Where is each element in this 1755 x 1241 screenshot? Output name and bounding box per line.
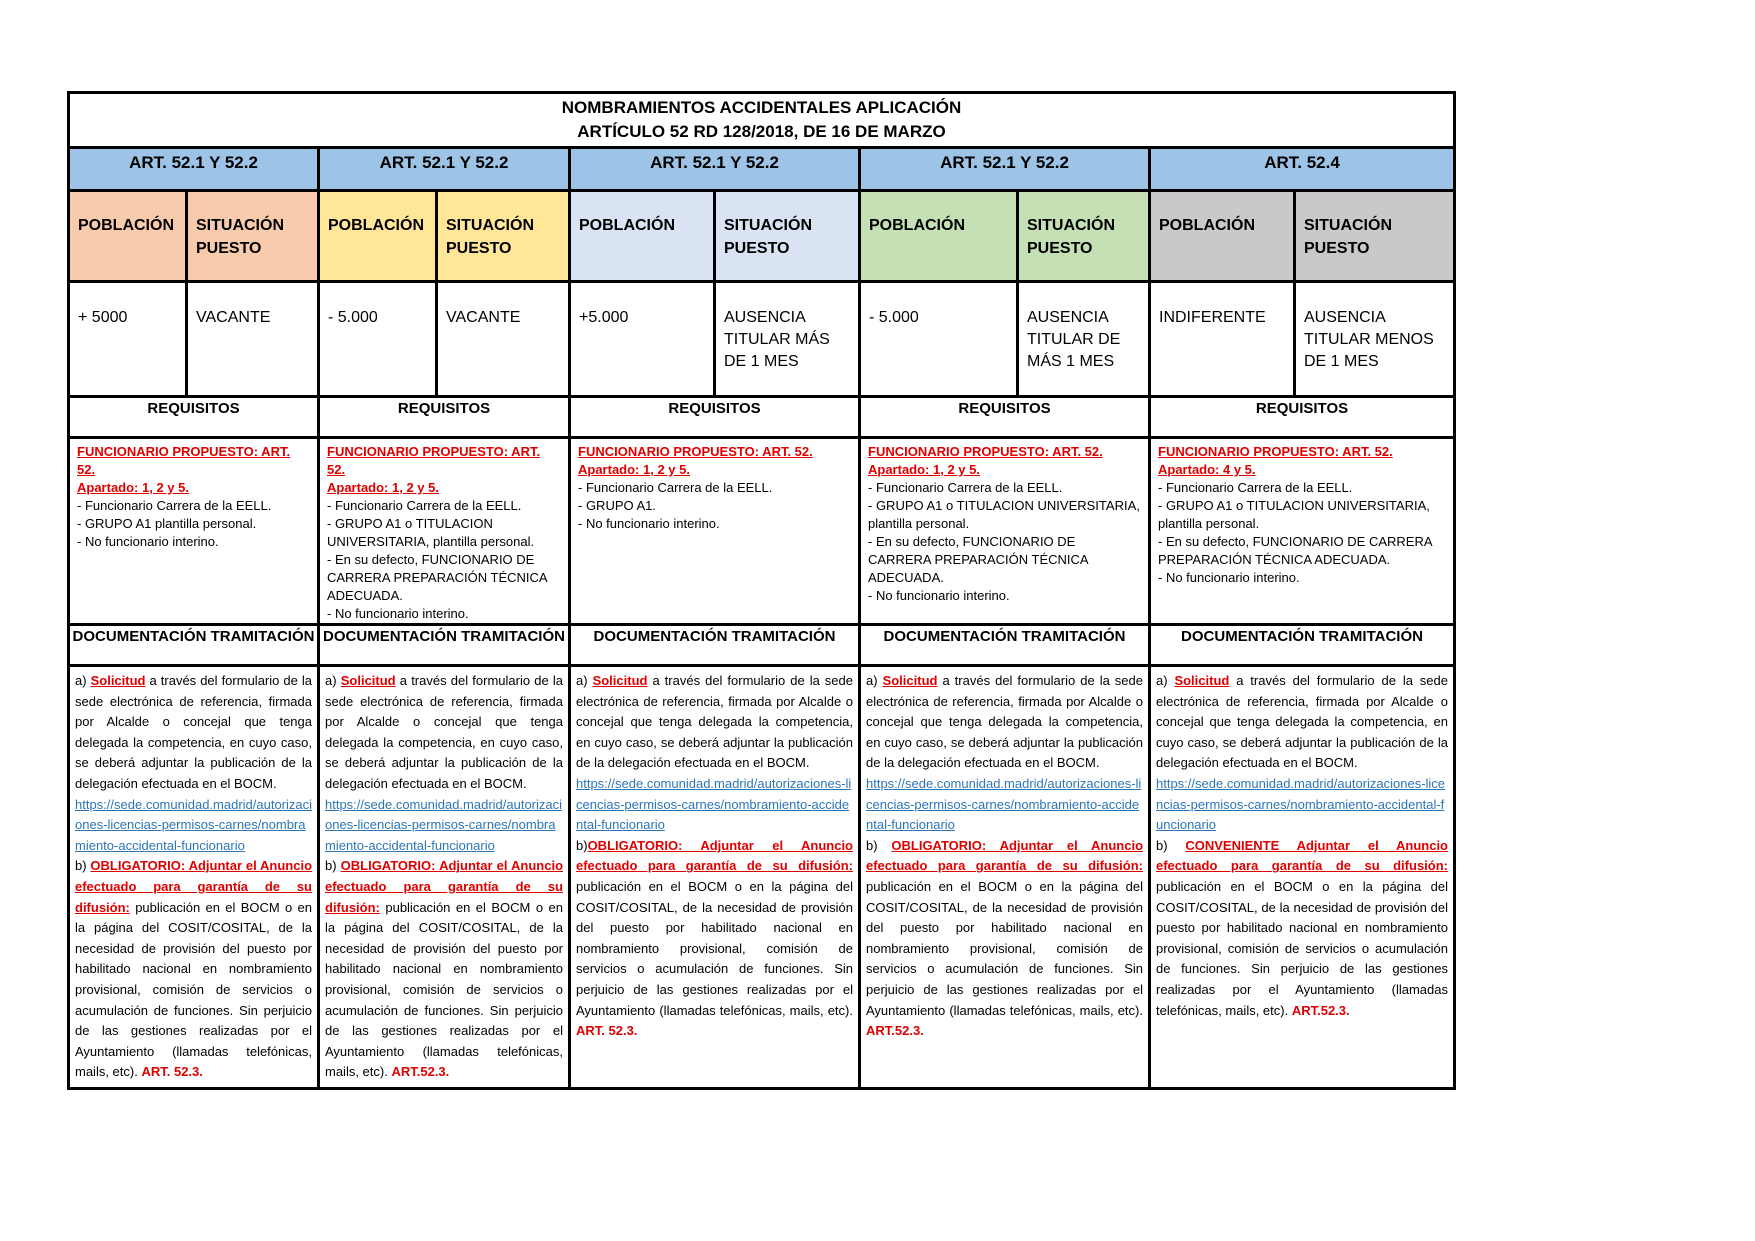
doc-item-a: [75, 671, 312, 795]
doc-b-prefix: b): [1156, 837, 1186, 853]
doc-item-a: [866, 671, 1143, 774]
column-header-row: [69, 191, 1455, 282]
doc-item-a: [576, 671, 853, 774]
req-apartado: Apartado: 1, 2 y 5.: [578, 462, 690, 477]
doc-a-text: a través del formulario de la sede electrónica de referencia, firmada por Alcalde o concejal que tenga delegada la competencia, en cuyo caso, se deberá adjuntar la publicación de la delegación efectuada en el BOCM.: [576, 673, 853, 771]
article-header: ART. 52.1 Y 52.2: [69, 148, 319, 191]
req-item: - Funcionario Carrera de la EELL.: [77, 498, 272, 513]
poblacion-value: - 5.000: [860, 282, 1018, 397]
solicitud-label: Solicitud: [882, 673, 938, 688]
article-reference: ART.52.3.: [866, 1023, 924, 1039]
doc-b-prefix: b): [75, 858, 91, 874]
solicitud-label: Solicitud: [592, 673, 648, 688]
values-row: [69, 282, 1455, 397]
article-header: ART. 52.4: [1150, 148, 1455, 191]
req-title: FUNCIONARIO PROPUESTO: ART. 52.: [77, 444, 291, 477]
title-line-1: NOMBRAMIENTOS ACCIDENTALES APLICACIÓN: [561, 98, 962, 117]
anuncio-label: OBLIGATORIO: Adjuntar el Anuncio efectuado para garantía de su difusión:: [576, 837, 853, 874]
req-title: FUNCIONARIO PROPUESTO: ART. 52.: [578, 444, 813, 459]
poblacion-value: INDIFERENTE: [1150, 282, 1295, 397]
sede-link[interactable]: https://sede.comunidad.madrid/autorizaciones-licencias-permisos-carnes/nombramiento-accidental-funcionario: [325, 796, 563, 853]
article-reference: ART. 52.3.: [141, 1064, 203, 1080]
doc-a-prefix: a): [576, 673, 593, 688]
title-row: [69, 93, 1455, 148]
req-title: FUNCIONARIO PROPUESTO: ART. 52.: [868, 444, 1103, 459]
sede-link[interactable]: https://sede.comunidad.madrid/autorizaciones-licencias-permisos-carnes/nombramiento-accidental-funcionario: [75, 796, 313, 853]
poblacion-header: POBLACIÓN: [860, 191, 1018, 282]
article-reference: ART.52.3.: [391, 1064, 450, 1080]
situacion-puesto-header: SITUACIÓN PUESTO: [437, 191, 570, 282]
req-item: - Funcionario Carrera de la EELL.: [868, 480, 1063, 495]
doc-b-text: publicación en el BOCM o en la página del COSIT/COSITAL, de la necesidad de provisión del puesto por habilitado nacional en nombramiento provisional, comisión de servicios o acumulación de funciones. Sin perjuicio de las gestiones realizadas por el Ayuntamiento (llamadas telefónicas, mails, etc).: [866, 878, 1143, 1018]
req-item: - Funcionario Carrera de la EELL.: [327, 498, 522, 513]
doc-b-text: publicación en el BOCM o en la página del COSIT/COSITAL, de la necesidad de provisión del puesto por habilitado nacional en nombramiento provisional, comisión de servicios o acumulación de funciones. Sin perjuicio de las gestiones realizadas por el Ayuntamiento (llamadas telefónicas, mails, etc).: [576, 878, 853, 1018]
req-item: - GRUPO A1 plantilla personal.: [77, 516, 257, 531]
req-item: - No funcionario interino.: [327, 606, 469, 621]
requisitos-cell: [570, 438, 860, 625]
documentacion-row: [69, 666, 1455, 1089]
doc-b-prefix: b): [866, 837, 892, 853]
doc-a-prefix: a): [1156, 673, 1175, 688]
doc-b-prefix: b): [576, 837, 588, 853]
documentacion-cell: [860, 666, 1150, 1089]
article-header: ART. 52.1 Y 52.2: [570, 148, 860, 191]
sede-link[interactable]: https://sede.comunidad.madrid/autorizaciones-licencias-permisos-carnes/nombramiento-accidental-funcionario: [576, 775, 852, 833]
poblacion-header: POBLACIÓN: [69, 191, 187, 282]
req-apartado: Apartado: 4 y 5.: [1158, 462, 1256, 477]
sede-link[interactable]: https://sede.comunidad.madrid/autorizaciones-licencias-permisos-carnes/nombramiento-accidental-funcionario: [866, 775, 1142, 833]
requisitos-header: REQUISITOS: [69, 397, 319, 438]
doc-a-prefix: a): [75, 673, 91, 688]
sede-link[interactable]: https://sede.comunidad.madrid/autorizaciones-licencias-permisos-carnes/nombramiento-accidental-funcionario: [1156, 775, 1446, 833]
req-apartado: Apartado: 1, 2 y 5.: [77, 480, 189, 495]
requisitos-header: REQUISITOS: [570, 397, 860, 438]
doc-item-b: [325, 856, 563, 1083]
solicitud-label: Solicitud: [1174, 673, 1230, 688]
doc-a-prefix: a): [866, 673, 883, 688]
documentacion-header: DOCUMENTACIÓN TRAMITACIÓN: [319, 625, 570, 666]
article-row: [69, 148, 1455, 191]
anuncio-label: OBLIGATORIO: Adjuntar el Anuncio efectuado para garantía de su difusión:: [75, 858, 313, 915]
documentacion-header-row: [69, 625, 1455, 666]
req-item: - GRUPO A1 o TITULACION UNIVERSITARIA, plantilla personal.: [327, 516, 535, 549]
situacion-value: AUSENCIA TITULAR DE MÁS 1 MES: [1018, 282, 1150, 397]
req-item: - No funcionario interino.: [77, 534, 219, 549]
anuncio-label: OBLIGATORIO: Adjuntar el Anuncio efectuado para garantía de su difusión:: [325, 858, 564, 915]
doc-b-prefix: b): [325, 858, 341, 874]
documentacion-header: DOCUMENTACIÓN TRAMITACIÓN: [860, 625, 1150, 666]
doc-a-text: a través del formulario de la sede electrónica de referencia, firmada por Alcalde o concejal que tenga delegada la competencia, en cuyo caso, se deberá adjuntar la publicación de la delegación efectuada en el BOCM.: [1156, 673, 1448, 771]
article-reference: ART.52.3.: [1291, 1002, 1350, 1018]
situacion-puesto-header: SITUACIÓN PUESTO: [715, 191, 860, 282]
anuncio-label: OBLIGATORIO: Adjuntar el Anuncio efectuado para garantía de su difusión:: [866, 837, 1144, 874]
nombramientos-table: [67, 91, 1456, 1090]
anuncio-label: CONVENIENTE Adjuntar el Anuncio efectuado para garantía de su difusión:: [1156, 837, 1448, 874]
situacion-value: AUSENCIA TITULAR MÁS DE 1 MES: [715, 282, 860, 397]
req-title: FUNCIONARIO PROPUESTO: ART. 52.: [1158, 444, 1393, 459]
situacion-value: AUSENCIA TITULAR MENOS DE 1 MES: [1295, 282, 1455, 397]
doc-item-b: [75, 856, 312, 1083]
article-header: ART. 52.1 Y 52.2: [860, 148, 1150, 191]
solicitud-label: Solicitud: [340, 673, 396, 688]
situacion-puesto-header: SITUACIÓN PUESTO: [1018, 191, 1150, 282]
doc-b-text: publicación en el BOCM o en la página del COSIT/COSITAL, de la necesidad de provisión del puesto por habilitado nacional en nombramiento provisional, comisión de servicios o acumulación de funciones. Sin perjuicio de las gestiones realizadas por el Ayuntamiento (llamadas telefónicas, mails, etc).: [325, 899, 563, 1080]
requisitos-row: [69, 438, 1455, 625]
req-apartado: Apartado: 1, 2 y 5.: [327, 480, 439, 495]
req-apartado: Apartado: 1, 2 y 5.: [868, 462, 980, 477]
article-reference: ART. 52.3.: [576, 1023, 638, 1039]
doc-a-text: a través del formulario de la sede electrónica de referencia, firmada por Alcalde o concejal que tenga delegada la competencia, en cuyo caso, se deberá adjuntar la publicación de la delegación efectuada en el BOCM.: [325, 673, 563, 791]
situacion-puesto-header: SITUACIÓN PUESTO: [187, 191, 319, 282]
poblacion-value: +5.000: [570, 282, 715, 397]
doc-b-text: publicación en el BOCM o en la página del COSIT/COSITAL, de la necesidad de provisión del puesto por habilitado nacional en nombramiento provisional, comisión de servicios o acumulación de funciones. Sin perjuicio de las gestiones realizadas por el Ayuntamiento (llamadas telefónicas, mails, etc).: [1156, 878, 1448, 1018]
req-item: - No funcionario interino.: [578, 516, 720, 531]
doc-a-text: a través del formulario de la sede electrónica de referencia, firmada por Alcalde o concejal que tenga delegada la competencia, en cuyo caso, se deberá adjuntar la publicación de la delegación efectuada en el BOCM.: [75, 673, 312, 791]
requisitos-header: REQUISITOS: [319, 397, 570, 438]
req-item: - No funcionario interino.: [1158, 570, 1300, 585]
requisitos-header: REQUISITOS: [1150, 397, 1455, 438]
poblacion-value: + 5000: [69, 282, 187, 397]
title-line-2: ARTÍCULO 52 RD 128/2018, DE 16 DE MARZO: [577, 122, 946, 141]
doc-a-prefix: a): [325, 673, 341, 688]
requisitos-cell: [69, 438, 319, 625]
situacion-value: VACANTE: [437, 282, 570, 397]
req-item: - GRUPO A1.: [578, 498, 657, 513]
doc-item-b: [1156, 836, 1448, 1021]
solicitud-label: Solicitud: [90, 673, 146, 688]
requisitos-cell: [1150, 438, 1455, 625]
article-header: ART. 52.1 Y 52.2: [319, 148, 570, 191]
req-item: - GRUPO A1 o TITULACION UNIVERSITARIA, plantilla personal.: [1158, 498, 1430, 531]
req-title: FUNCIONARIO PROPUESTO: ART. 52.: [327, 444, 541, 477]
req-item: - No funcionario interino.: [868, 588, 1010, 603]
req-item: - En su defecto, FUNCIONARIO DE CARRERA PREPARACIÓN TÉCNICA ADECUADA.: [1158, 534, 1432, 567]
document-title: [69, 93, 1455, 148]
doc-a-text: a través del formulario de la sede electrónica de referencia, firmada por Alcalde o concejal que tenga delegada la competencia, en cuyo caso, se deberá adjuntar la publicación de la delegación efectuada en el BOCM.: [866, 673, 1143, 771]
doc-item-a: [1156, 671, 1448, 774]
requisitos-header-row: [69, 397, 1455, 438]
documentacion-cell: [69, 666, 319, 1089]
doc-item-a: [325, 671, 563, 795]
requisitos-header: REQUISITOS: [860, 397, 1150, 438]
documentacion-header: DOCUMENTACIÓN TRAMITACIÓN: [69, 625, 319, 666]
poblacion-header: POBLACIÓN: [570, 191, 715, 282]
documentacion-header: DOCUMENTACIÓN TRAMITACIÓN: [1150, 625, 1455, 666]
requisitos-cell: [860, 438, 1150, 625]
poblacion-value: - 5.000: [319, 282, 437, 397]
req-item: - En su defecto, FUNCIONARIO DE CARRERA PREPARACIÓN TÉCNICA ADECUADA.: [868, 534, 1088, 585]
documentacion-cell: [570, 666, 860, 1089]
poblacion-header: POBLACIÓN: [1150, 191, 1295, 282]
req-item: - Funcionario Carrera de la EELL.: [578, 480, 773, 495]
doc-item-b: [576, 836, 853, 1042]
requisitos-cell: [319, 438, 570, 625]
documentacion-cell: [319, 666, 570, 1089]
req-item: - Funcionario Carrera de la EELL.: [1158, 480, 1353, 495]
documentacion-header: DOCUMENTACIÓN TRAMITACIÓN: [570, 625, 860, 666]
req-item: - GRUPO A1 o TITULACION UNIVERSITARIA, plantilla personal.: [868, 498, 1140, 531]
situacion-value: VACANTE: [187, 282, 319, 397]
req-item: - En su defecto, FUNCIONARIO DE CARRERA PREPARACIÓN TÉCNICA ADECUADA.: [327, 552, 547, 603]
poblacion-header: POBLACIÓN: [319, 191, 437, 282]
documentacion-cell: [1150, 666, 1455, 1089]
doc-item-b: [866, 836, 1143, 1042]
doc-b-text: publicación en el BOCM o en la página del COSIT/COSITAL, de la necesidad de provisión del puesto por habilitado nacional en nombramiento provisional, comisión de servicios o acumulación de funciones. Sin perjuicio de las gestiones realizadas por el Ayuntamiento (llamadas telefónicas, mails, etc).: [75, 899, 312, 1080]
situacion-puesto-header: SITUACIÓN PUESTO: [1295, 191, 1455, 282]
